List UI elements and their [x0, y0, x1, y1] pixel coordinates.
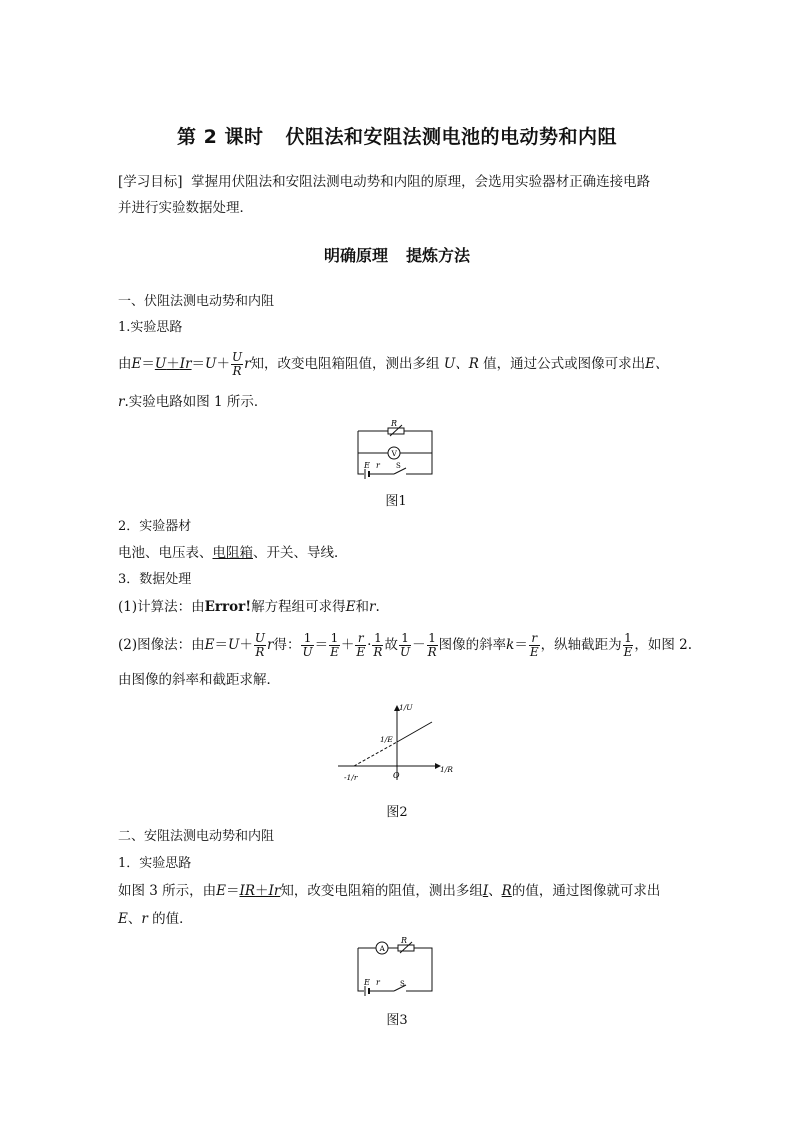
- part2-sub1: 1．实验思路: [118, 856, 192, 871]
- part2-line2: 的值．: [152, 911, 193, 927]
- section-heading-part1: 明确原理: [323, 246, 388, 265]
- figure-1-circuit: [356, 420, 436, 480]
- part1-sub3: 3．数据处理: [118, 572, 192, 587]
- figure-2-caption: 图2: [386, 805, 408, 820]
- fig1-label-internal-r: r: [376, 461, 380, 470]
- graph-a: (2)图像法：由: [118, 637, 205, 653]
- part1-heading: 一、伏阻法测电动势和内阻: [118, 294, 275, 309]
- lesson-topic: 伏阻法和安阻法测电池的电动势和内阻: [285, 126, 617, 148]
- calc-c: 和: [355, 599, 370, 615]
- text-mid: 值，通过公式或图像可求出: [483, 356, 646, 372]
- calc-a: (1)计算法：由: [118, 599, 205, 615]
- graph-line: [397, 722, 432, 742]
- part1-principle-line1: 由E＝U＋Ir＝U＋ $\frac{U}{R}$ r知，改变电阻箱阻值，测出多组 U、R 值，通过公式或图像可求出E、: [118, 350, 669, 378]
- figure-3-caption: 图3: [386, 1013, 408, 1028]
- objective-line-1: [118, 172, 650, 192]
- calc-error-text: Error!: [204, 599, 252, 615]
- part1-principle-line2: [118, 392, 267, 412]
- graph-c: 故: [384, 637, 398, 653]
- y-intercept-label: 1/E: [380, 735, 393, 744]
- equipment-c: 、开关、导线．: [253, 545, 348, 561]
- part2-text-c: 的值，通过图像就可求出: [511, 883, 661, 899]
- x-intercept-label: -1/r: [344, 773, 358, 782]
- part2-text-a: 如图 3 所示，由: [118, 883, 217, 899]
- graph-e: ，纵轴截距为: [540, 637, 622, 653]
- part2-heading: 二、安阻法测电动势和内阻: [118, 829, 275, 844]
- calc-b: 解方程组可求得: [251, 599, 346, 615]
- part1-equipment: [118, 543, 348, 563]
- part1-sub2: 2．实验器材: [118, 519, 192, 534]
- section-heading-part2: 提炼方法: [406, 246, 471, 265]
- part1-sub1: 1.实验思路: [118, 320, 183, 335]
- line2-rest: .实验电路如图 1 所示．: [124, 394, 268, 410]
- objective-line-2: 并进行实验数据处理．: [118, 200, 253, 216]
- fig3-label-internal-r: r: [376, 978, 380, 987]
- fig1-label-e: E: [364, 461, 370, 470]
- equipment-resistance-box: 电阻箱: [212, 545, 253, 561]
- fig1-label-r: R: [391, 420, 398, 428]
- text-values: U、R: [443, 356, 479, 372]
- figure-2-graph: [336, 694, 460, 788]
- graph-f: ，如图 2.: [634, 637, 693, 653]
- part2-principle-line1: 如图 3 所示，由E＝IR＋Ir知，改变电阻箱的阻值，测出多组I、R的值，通过图像就可求出: [118, 883, 661, 899]
- y-axis-label: 1/U: [399, 703, 413, 712]
- graph-b: 得：: [273, 637, 301, 653]
- lesson-number: 第 2 课时: [177, 126, 264, 148]
- graph-line-extension: [354, 742, 397, 766]
- fig1-label-voltmeter: V: [391, 449, 397, 458]
- text-after: 知，改变电阻箱阻值，测出多组: [250, 356, 440, 372]
- line2-r: r: [118, 394, 125, 410]
- origin-label: O: [393, 771, 400, 780]
- fig3-label-r: R: [401, 936, 408, 945]
- section-heading: [0, 243, 794, 266]
- fig3-label-switch: S: [400, 980, 405, 988]
- x-axis-label: 1/R: [440, 765, 453, 774]
- figure-1-caption: 图1: [385, 494, 407, 509]
- text-tail: E、: [645, 356, 669, 372]
- part1-graph-method: (2)图像法：由E＝U＋ $\frac{U}{R}$ r得： $\frac{1}{U}$ ＝ $\frac{1}{E}$ ＋ $\frac{r}{E}$ · $\frac{1}{R}$ 故 $\frac{1}{U}$ － $\frac{1}{R}$ 图像的斜率k＝ $\frac{r}{E}$ ，纵轴截距为 $\frac{1}{E}$ ，如图 2.: [118, 631, 693, 659]
- fig1-label-switch: S: [396, 462, 401, 470]
- part2-text-b: 知，改变电阻箱的阻值，测出多组: [280, 883, 483, 899]
- formula-fraction-u-over-r: $\frac{U}{R}$: [231, 350, 243, 378]
- objective-label: [学习目标]: [118, 174, 183, 190]
- objective-text: 掌握用伏阻法和安阻法测电动势和内阻的原理，会选用实验器材正确连接电路: [191, 174, 651, 190]
- graph-d: 图像的斜率: [438, 637, 507, 653]
- fig3-label-ammeter: A: [379, 944, 385, 953]
- figure-3-circuit: [356, 934, 436, 998]
- fig3-label-e: E: [364, 978, 370, 987]
- part1-calc-method: (1)计算法：由Error!解方程组可求得E和r.: [118, 599, 380, 615]
- part2-principle-line2: E、r 的值．: [118, 911, 193, 927]
- page-title: [0, 122, 794, 149]
- text-prefix: 由: [118, 356, 132, 372]
- equipment-a: 电池、电压表、: [118, 545, 213, 561]
- part1-graph-line2: 由图像的斜率和截距求解．: [118, 672, 280, 688]
